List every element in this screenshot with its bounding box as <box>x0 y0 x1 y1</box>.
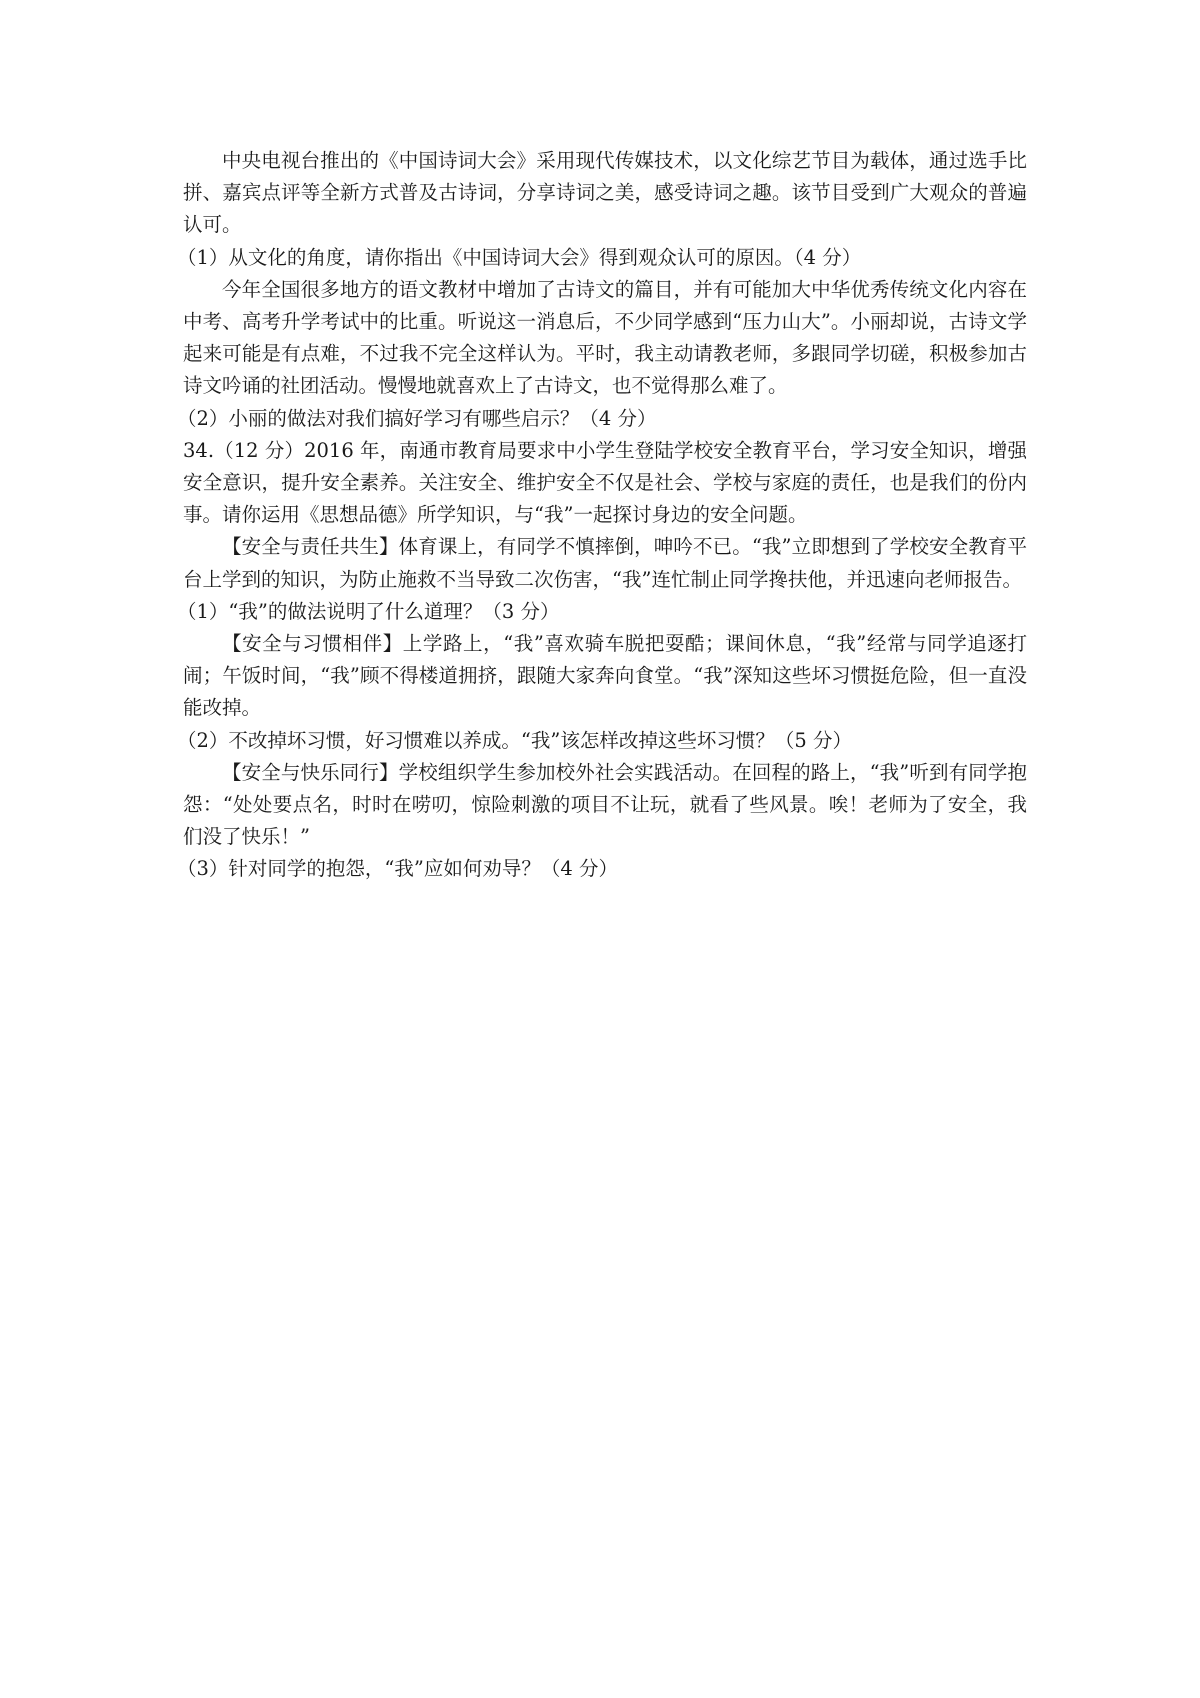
question-34-1: （1）“我”的做法说明了什么道理？（3 分） <box>177 599 560 623</box>
document-body <box>177 145 1027 886</box>
scenario-safety-happiness: 【安全与快乐同行】学校组织学生参加校外社会实践活动。在回程的路上，“我”听到有同学抱怨：“处处要点名，时时在唠叨，惊险刺激的项目不让玩，就看了些风景。唉！老师为了安全，我们没了快乐！” <box>183 760 1027 849</box>
scenario-safety-habits: 【安全与习惯相伴】上学路上，“我”喜欢骑车脱把耍酷；课间休息，“我”经常与同学追逐打闹；午饭时间，“我”顾不得楼道拥挤，跟随大家奔向食堂。“我”深知这些坏习惯挺危险，但一直没能改掉。 <box>183 632 1027 720</box>
question-2: （2）小丽的做法对我们搞好学习有哪些启示？（4 分） <box>177 406 657 430</box>
material-paragraph: 今年全国很多地方的语文教材中增加了古诗文的篇目，并有可能加大中华优秀传统文化内容在中考、高考升学考试中的比重。听说这一消息后，不少同学感到“压力山大”。小丽却说，古诗文学起来可能是有点难，不过我不完全这样认为。平时，我主动请教老师，多跟同学切磋，积极参加古诗文吟诵的社团活动。慢慢地就喜欢上了古诗文，也不觉得那么难了。 <box>183 277 1027 398</box>
question-34-3: （3）针对同学的抱怨，“我”应如何劝导？（4 分） <box>177 857 618 881</box>
question-34-stem: 34.（12 分）2016 年，南通市教育局要求中小学生登陆学校安全教育平台，学习安全知识，增强安全意识，提升安全素养。关注安全、维护安全不仅是社会、学校与家庭的责任，也是我们的份内事。请你运用《思想品德》所学知识，与“我”一起探讨身边的安全问题。 <box>183 438 1027 527</box>
intro-paragraph: 中央电视台推出的《中国诗词大会》采用现代传媒技术，以文化综艺节目为载体，通过选手比拼、嘉宾点评等全新方式普及古诗词，分享诗词之美，感受诗词之趣。该节目受到广大观众的普遍认可。 <box>183 149 1027 237</box>
question-34-2: （2）不改掉坏习惯，好习惯难以养成。“我”该怎样改掉这些坏习惯？（5 分） <box>177 728 852 752</box>
question-1: （1）从文化的角度，请你指出《中国诗词大会》得到观众认可的原因。（4 分） <box>177 245 862 269</box>
scenario-safety-responsibility: 【安全与责任共生】体育课上，有同学不慎摔倒，呻吟不已。“我”立即想到了学校安全教育平台上学到的知识，为防止施救不当导致二次伤害，“我”连忙制止同学搀扶他，并迅速向老师报告。 <box>183 535 1027 591</box>
